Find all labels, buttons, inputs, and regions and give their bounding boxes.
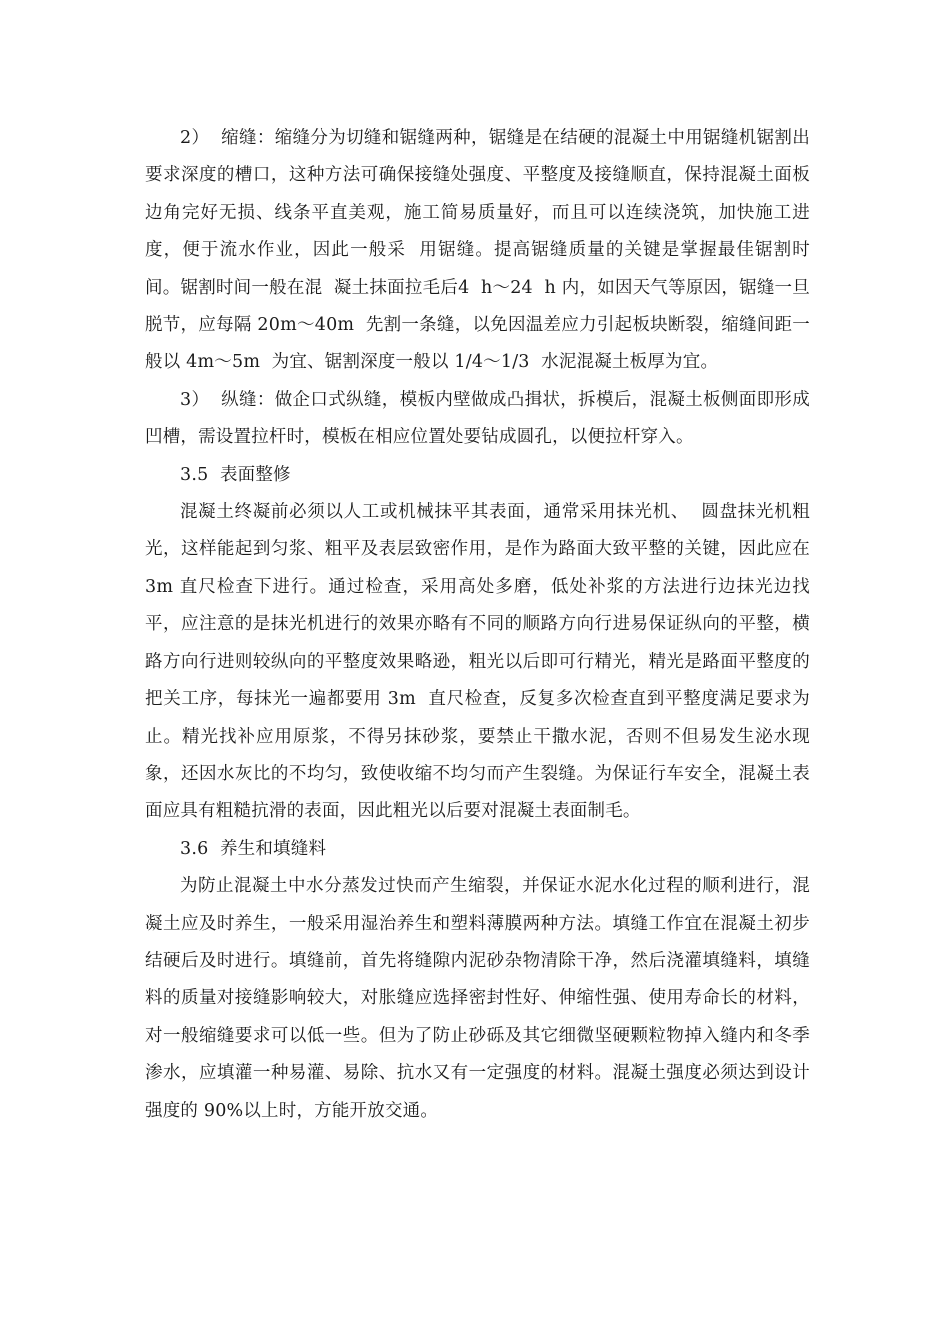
document-body [145,120,822,1130]
paragraph-contraction-joint: 2） 缩缝：缩缝分为切缝和锯缝两种，锯缝是在结硬的混凝土中用锯缝机锯割出要求深度的槽口，这种方法可确保接缝处强度、平整度及接缝顺直，保持混凝土面板边角完好无损、线条平直美观，施工简易质量好，而且可以连续浇筑，加快施工进度，便于流水作业，因此一般采 用锯缝。提高锯缝质量的关键是掌握最佳锯割时间。锯割时间一般在混 凝土抹面拉毛后4 h～24 h 内，如因天气等原因，锯缝一旦脱节，应每隔 20m～40m 先割一条缝，以免因温差应力引起板块断裂，缩缝间距一般以 4m～5m 为宜、锯割深度一般以 1/4～1/3 水泥混凝土板厚为宜。 [145,128,810,373]
section-heading-3-5: 3.5 表面整修 [180,464,291,485]
paragraph-surface-finishing: 混凝土终凝前必须以人工或机械抹平其表面，通常采用抹光机、 圆盘抹光机粗光，这样能起到匀浆、粗平及表层致密作用，是作为路面大致平整的关键，因此应在 3m 直尺检查下进行。通过检查，采用高处多磨，低处补浆的方法进行边抹光边找平，应注意的是抹光机进行的效果亦略有不同的顺路方向行进易保证纵向的平整，横路方向行进则较纵向的平整度效果略逊，粗光以后即可行精光，精光是路面平整度的把关工序，每抹光一遍都要用 3m 直尺检查，反复多次检查直到平整度满足要求为止。精光找补应用原浆，不得另抹砂浆，要禁止干撒水泥，否则不但易发生泌水现象，还因水灰比的不均匀，致使收缩不均匀而产生裂缝。为保证行车安全，混凝土表面应具有粗糙抗滑的表面，因此粗光以后要对混凝土表面制毛。 [145,502,816,822]
section-heading-3-6: 3.6 养生和填缝料 [180,838,327,859]
paragraph-curing-and-sealing: 为防止混凝土中水分蒸发过快而产生缩裂，并保证水泥水化过程的顺利进行，混凝土应及时养生，一般采用湿治养生和塑料薄膜两种方法。填缝工作宜在混凝土初步结硬后及时进行。填缝前，首先将缝隙内泥砂杂物清除干净，然后浇灌填缝料，填缝料的质量对接缝影响较大，对胀缝应选择密封性好、伸缩性强、使用寿命长的材料，对一般缩缝要求可以低一些。但为了防止砂砾及其它细微坚硬颗粒物掉入缝内和冬季 渗水，应填灌一种易灌、易除、抗水又有一定强度的材料。混凝土强度必须达到设计强度的 90%以上时，方能开放交通。 [145,876,822,1121]
paragraph-longitudinal-joint: 3） 纵缝：做企口式纵缝，模板内壁做成凸揖状，拆模后，混凝土板侧面即形成凹槽，需设置拉杆时，模板在相应位置处要钻成圆孔，以便拉杆穿入。 [145,389,810,448]
